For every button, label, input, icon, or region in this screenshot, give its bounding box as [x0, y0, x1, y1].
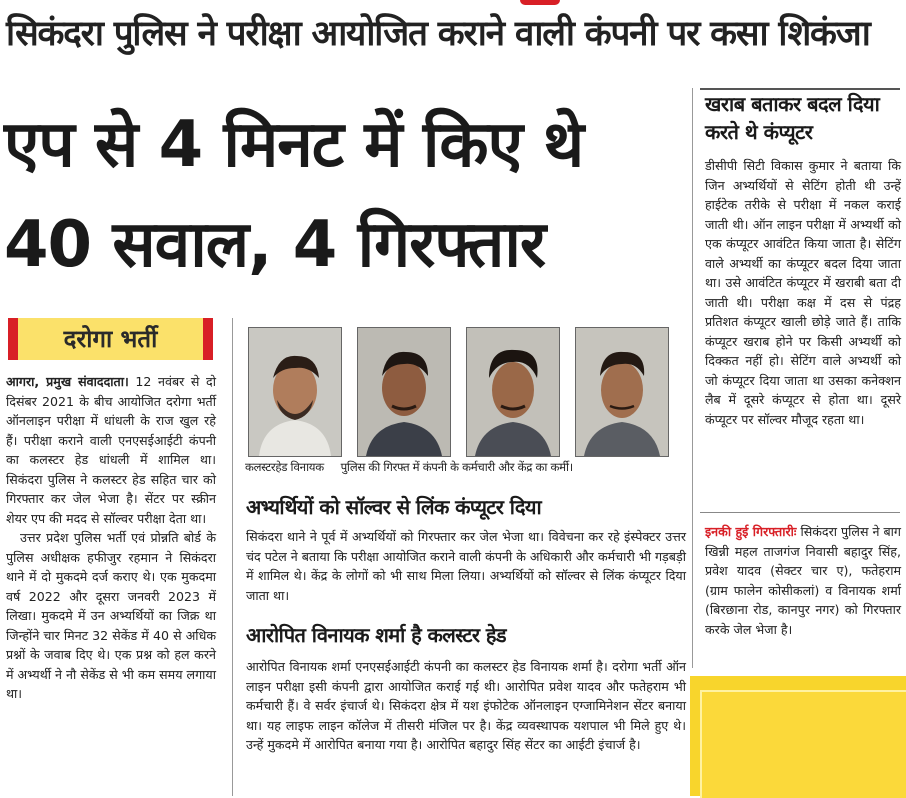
- section2-text: आरोपित विनायक शर्मा एनएसईआईटी कंपनी का कलस्टर हेड विनायक शर्मा है। दरोगा भर्ती ऑन लाइन परीक्षा इसी कंपनी द्वारा आयोजित कराई गई थी। आरोपित प्रवेश यादव और फतेहराम भी कर्मचारी हैं। वे सर्वर इंचार्ज थे। सिकंदरा क्षेत्र में यश इंफोटेक ऑनलाइन एग्जामिनेशन सेंटर बनाया था। यह लाइफ लाइन कॉलेज में तीसरी मंजिल पर है। केंद्र व्यवस्थापक यशपाल भी मिले हुए थे। उन्हें मुकदमे में आरोपित बनाया गया है। आरोपित बहादुर सिंह सेंटर का आईटी इंचार्ज है।: [246, 659, 686, 752]
- sidebar-separator: [700, 512, 900, 513]
- photo-suspect-1: [248, 327, 342, 457]
- headline-line-2: 40 सवाल, 4 गिरफ्तार: [4, 208, 546, 282]
- photo-suspect-4: [575, 327, 669, 457]
- left-paragraph-1: [6, 372, 216, 528]
- left-paragraph-1-body: 12 नवंबर से दो दिसंबर 2021 के बीच आयोजित दरोगा भर्ती ऑनलाइन परीक्षा में धांधली के राज खुल रहे हैं। परीक्षा कराने वाली एनएसईआईटी कंपनी का कलस्टर हेड धांधली में शामिल था। सिकंदरा पुलिस ने कलस्टर हेड सहित चार को गिरफ्तार कर जेल भेजा है। सेंटर पर स्क्रीन शेयर एप की मदद से सॉल्वर परीक्षा देता था।: [6, 374, 216, 526]
- arrest-body: सिकंदरा पुलिस ने बाग खिन्नी महल ताजगंज निवासी बहादुर सिंह, प्रवेश यादव (सेक्टर चार ए), फतेहराम (ग्राम फालेन कोसीकलां) व विनायक शर्मा (बिरछाना रोड, कानपुर नगर) को गिरफ्तार करके जेल भेजा है।: [705, 524, 901, 637]
- top-red-tab: [520, 0, 560, 5]
- dateline: आगरा, प्रमुख संवाददाता।: [6, 374, 129, 389]
- left-column-text: [6, 372, 216, 704]
- main-headline: [4, 95, 694, 295]
- section2-heading: आरोपित विनायक शर्मा है कलस्टर हेड: [246, 623, 506, 647]
- person-2-illustration: [358, 328, 450, 456]
- corner-yellow-inner: [700, 690, 906, 798]
- sidebar-text: डीसीपी सिटी विकास कुमार ने बताया कि जिन अभ्यर्थियों से सेटिंग होती थी उन्हें हाईटेक तरीके से परीक्षा में नकल कराई जाती थी। ऑन लाइन परीक्षा में अभ्यर्थी को एक कंप्यूटर आवंटित किया जाता है। सेटिंग वाले अभ्यर्थी का कंप्यूटर बदल दिया जाता था। उसे आवंटित कंप्यूटर में खराबी बता दी जाती थी। परीक्षा कक्ष में दस से पंद्रह प्रतिशत कंप्यूटर खाली छोड़े जाते हैं। ताकि कंप्यूटर खराब होने पर किसी अभ्यर्थी को दिक्कत नहीं हो। सेटिंग वाले अभ्यर्थी को जो कंप्यूटर दिया जाता था उसका कनेक्शन लैब में दूसरे कंप्यूटर से होता था। दूसरे कंप्यूटर पर सॉल्वर मौजूद रहता था।: [705, 158, 901, 427]
- photo-caption: [245, 460, 685, 474]
- caption-first: कलस्टरहेड विनायक: [245, 460, 324, 474]
- photo-suspect-2: [357, 327, 451, 457]
- person-1-illustration: [249, 328, 341, 456]
- photo-suspect-3: [466, 327, 560, 457]
- column-divider-left: [232, 318, 233, 796]
- section-badge: दरोगा भर्ती: [8, 318, 213, 360]
- left-paragraph-2: उत्तर प्रदेश पुलिस भर्ती एवं प्रोन्नति बोर्ड के पुलिस अधीक्षक हफीजुर रहमान ने सिकंदरा थाने में दो मुकदमे दर्ज कराए थे। एक मुकदमा वर्ष 2022 और दूसरा जनवरी 2023 में लिखा। मुकदमे में उन अभ्यर्थियों का जिक्र था जिन्होंने चार मिनट 32 सेकेंड में 40 से अधिक प्रश्नों के जवाब दिए थे। एक प्रश्न को हल करने में अभ्यर्थी ने नौ सेकेंड से भी कम समय लगाया था।: [6, 530, 216, 701]
- person-4-illustration: [576, 328, 668, 456]
- caption-rest: पुलिस की गिरफ्त में कंपनी के कर्मचारी और केंद्र का कर्मी।: [340, 460, 573, 474]
- column-divider-right: [692, 88, 693, 668]
- arrest-lead: इनकी हुई गिरफ्तारीः: [705, 524, 797, 539]
- person-3-illustration: [467, 328, 559, 456]
- sidebar-arrest-text: [705, 522, 901, 639]
- sidebar-heading: खराब बताकर बदल दिया करते थे कंप्यूटर: [705, 92, 880, 144]
- section1-heading: अभ्यर्थियों को सॉल्वर से लिंक कंप्यूटर दिया: [246, 495, 542, 519]
- kicker-headline: सिकंदरा पुलिस ने परीक्षा आयोजित कराने वाली कंपनी पर कसा शिकंजा: [6, 14, 870, 54]
- section1-text: सिकंदरा थाने ने पूर्व में अभ्यर्थियों को गिरफ्तार कर जेल भेजा था। विवेचना कर रहे इंस्पेक्टर उत्तर चंद पटेल ने बताया कि परीक्षा आयोजित कराने वाली कंपनी के अधिकारी और कर्मचारी भी गड़बड़ी में शामिल थे। केंद्र के लोगों को भी साथ मिला लिया। अभ्यर्थियों को सॉल्वर से लिंक कंप्यूटर दिया जाता था।: [246, 529, 686, 603]
- headline-line-1: एप से 4 मिनट में किए थे: [4, 108, 584, 182]
